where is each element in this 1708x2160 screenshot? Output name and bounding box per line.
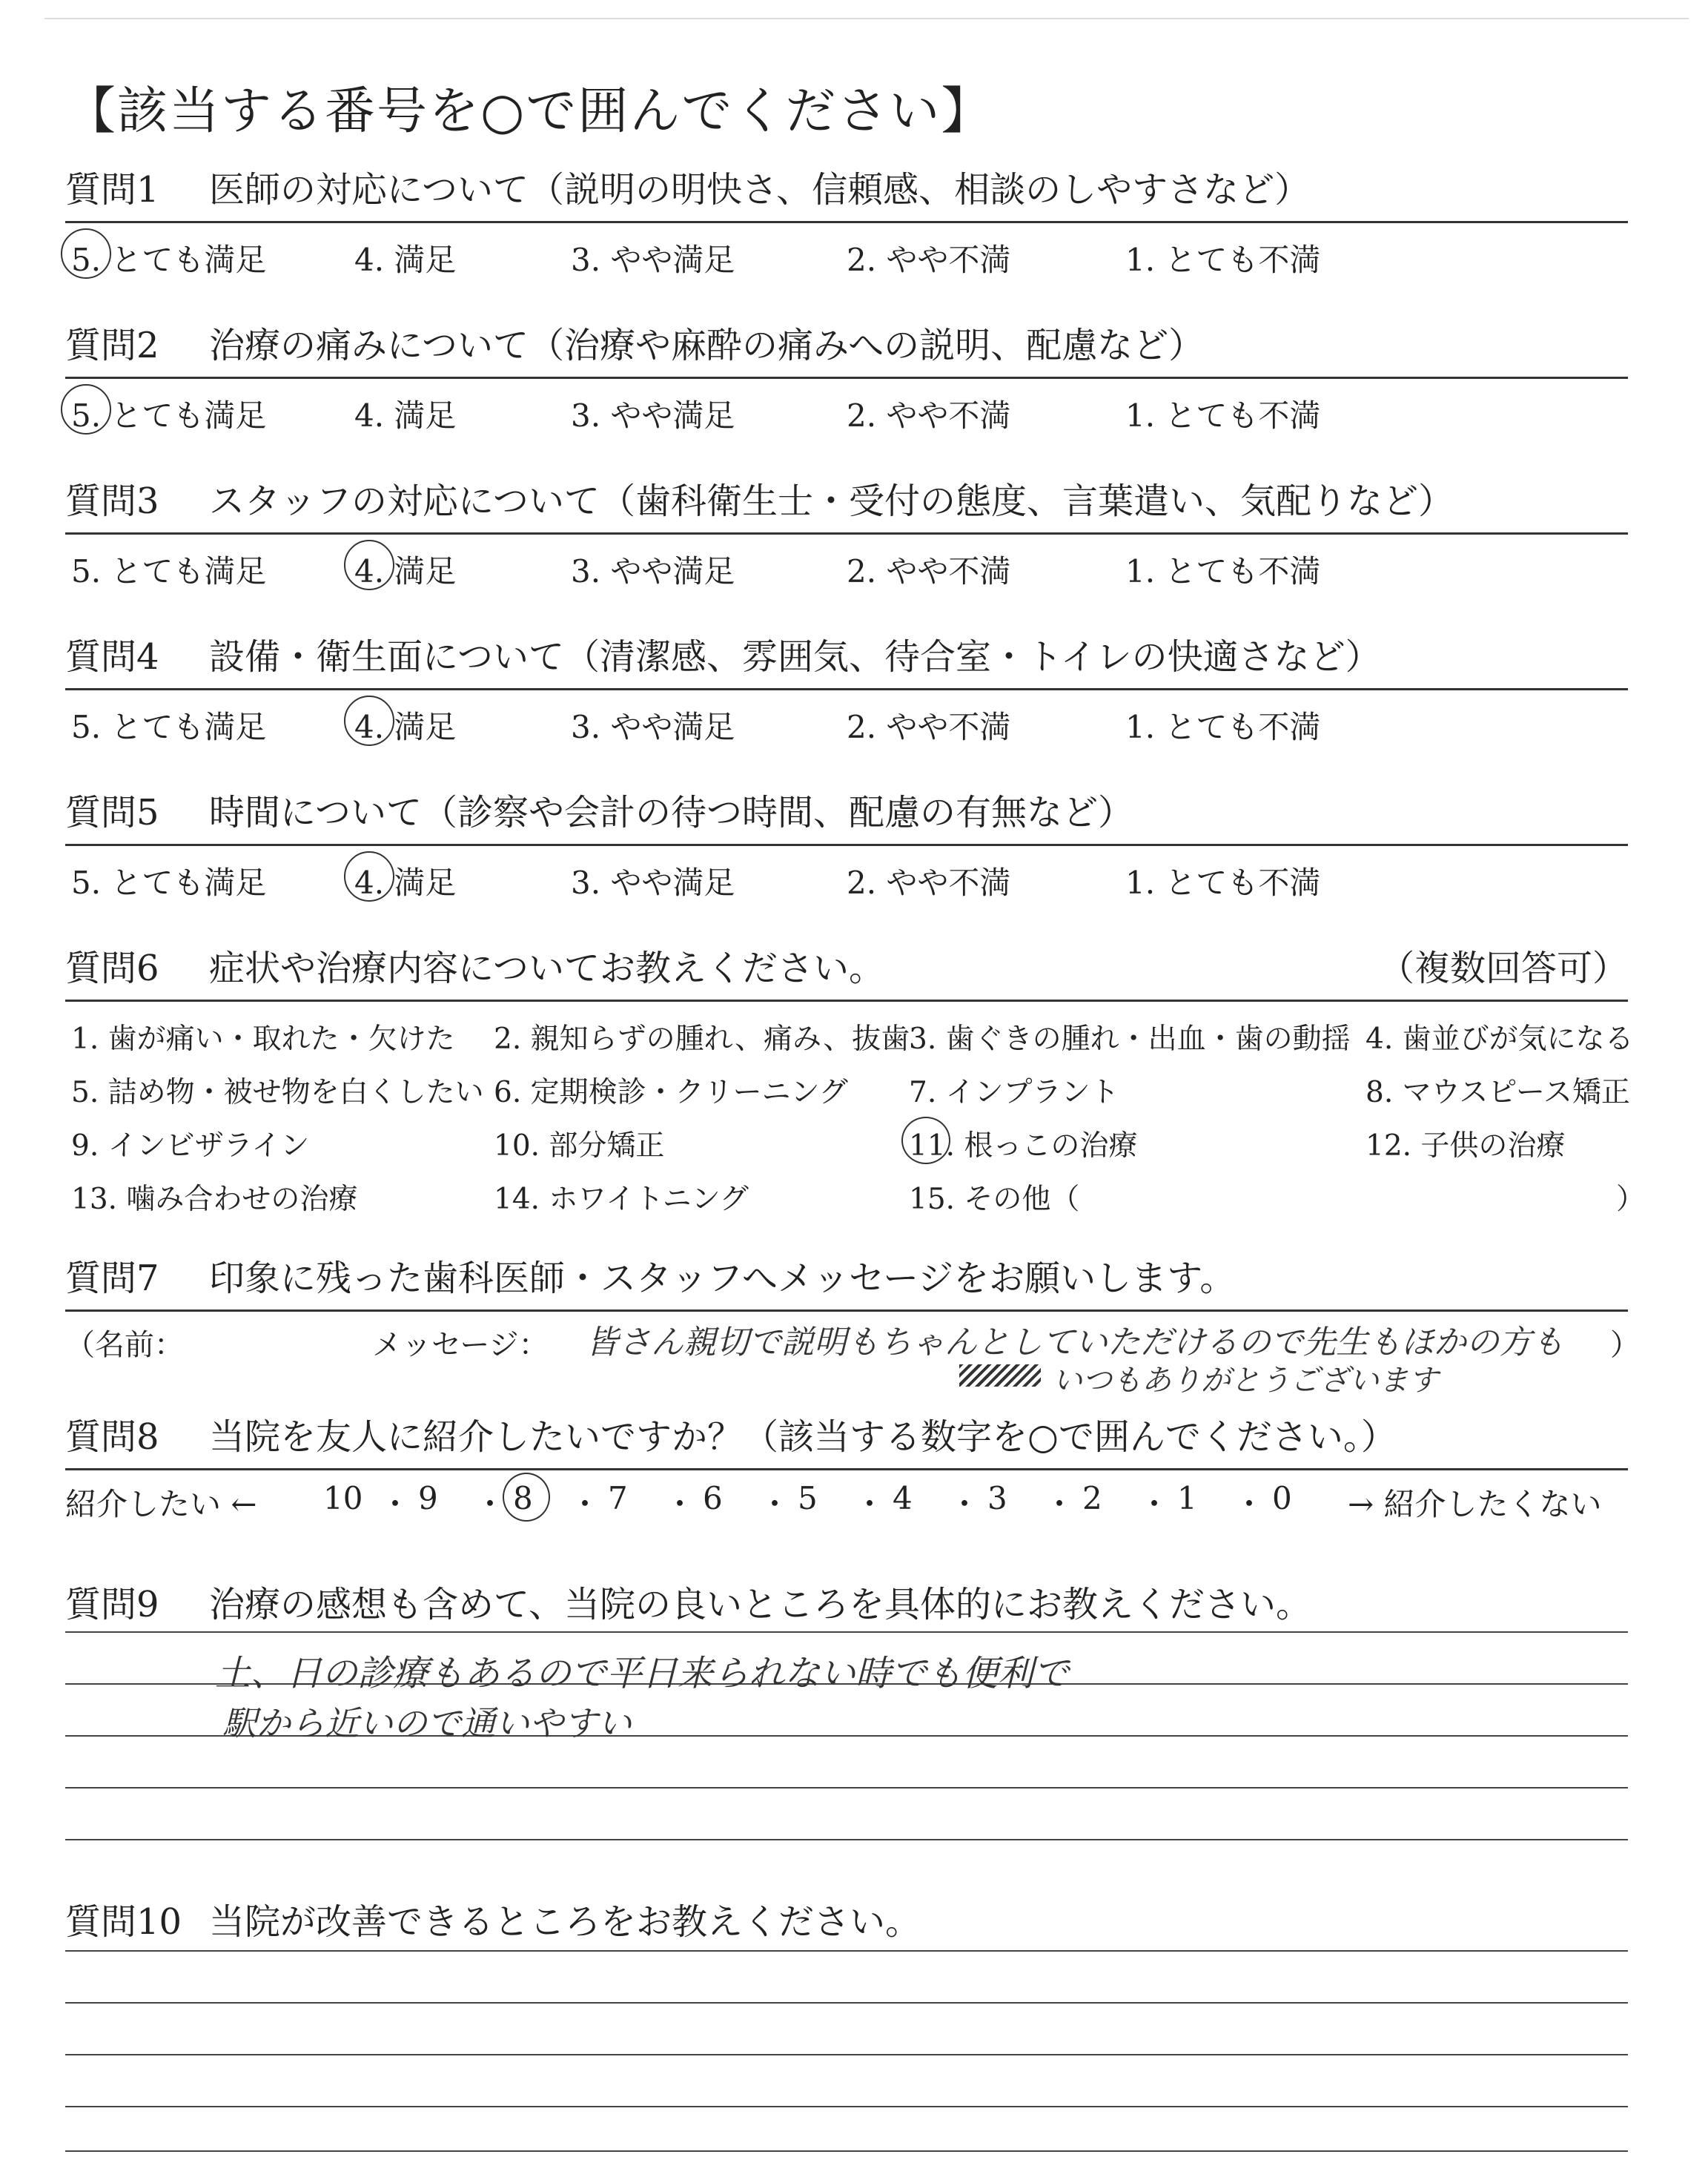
scale-separator: ・ (1234, 1486, 1265, 1522)
question-rule (65, 1000, 1628, 1002)
rating-option[interactable]: 5. とても満足 (71, 397, 267, 434)
message-label: メッセージ： (372, 1328, 549, 1362)
question-rule (65, 377, 1628, 379)
top-border (44, 18, 1689, 19)
scale-number[interactable]: 1 (1177, 1480, 1197, 1516)
answer-line (65, 1631, 1628, 1633)
scale-number[interactable]: 8 (513, 1480, 533, 1516)
scale-separator: ・ (949, 1486, 981, 1522)
rating-option[interactable]: 2. やや不満 (847, 242, 1011, 278)
rating-option[interactable]: 1. とても不満 (1125, 242, 1321, 278)
question-text: 症状や治療内容についてお教えください。 (209, 948, 885, 989)
question-7 (65, 1258, 1236, 1299)
symptom-option[interactable]: 8. マウスピース矯正 (1366, 1076, 1630, 1109)
question-rule (65, 532, 1628, 535)
scale-separator: ・ (1044, 1486, 1076, 1522)
question-number: 質問7 (65, 1258, 159, 1299)
question-number: 質問8 (65, 1416, 159, 1458)
scale-separator: ・ (1139, 1486, 1171, 1522)
question-number: 質問5 (65, 792, 159, 833)
scale-separator: ・ (664, 1486, 696, 1522)
question-text: 設備・衛生面について（清潔感、雰囲気、待合室・トイレの快適さなど） (209, 636, 1381, 678)
answer-line (65, 2002, 1628, 2004)
question-8 (65, 1416, 1397, 1458)
scale-right-label: → 紹介したくない (1348, 1486, 1602, 1522)
question-4 (65, 636, 1381, 678)
answer-line (65, 1839, 1628, 1840)
selection-circle (61, 384, 111, 435)
question-number: 質問10 (65, 1901, 182, 1943)
question-number: 質問3 (65, 480, 159, 522)
question-3 (65, 480, 1454, 522)
rating-option[interactable]: 2. やや不満 (847, 865, 1011, 901)
scale-left-label: 紹介したい ← (65, 1486, 257, 1522)
symptom-option[interactable]: 13. 噛み合わせの治療 (71, 1183, 358, 1216)
handwritten-answer-line1: 土、日の診療もあるので平日来られない時でも便利で (215, 1653, 1070, 1694)
selection-circle (503, 1473, 550, 1522)
symptom-option[interactable]: 15. その他（ (909, 1183, 1080, 1216)
question-rule (65, 688, 1628, 690)
answer-line (65, 2150, 1628, 2152)
handwritten-message-line2: いつもありがとうございます (1053, 1364, 1438, 1398)
rating-option[interactable]: 5. とても満足 (71, 242, 267, 278)
rating-option[interactable]: 3. やや満足 (571, 709, 735, 745)
symptom-option[interactable]: 9. インビザライン (71, 1129, 310, 1163)
symptom-option[interactable]: 4. 歯並びが気になる (1366, 1023, 1634, 1056)
rating-option[interactable]: 1. とても不満 (1125, 397, 1321, 434)
symptom-option[interactable]: 12. 子供の治療 (1366, 1129, 1566, 1163)
scale-number[interactable]: 0 (1272, 1480, 1292, 1516)
symptom-option[interactable]: 5. 詰め物・被せ物を白くしたい (71, 1076, 484, 1109)
rating-option[interactable]: 3. やや満足 (571, 397, 735, 434)
selection-circle (344, 540, 394, 590)
question-number: 質問9 (65, 1584, 159, 1625)
question-9 (65, 1584, 1312, 1625)
answer-line (65, 1787, 1628, 1789)
symptom-option[interactable]: 1. 歯が痛い・取れた・欠けた (71, 1023, 455, 1056)
scale-number[interactable]: 7 (608, 1480, 628, 1516)
question-number: 質問6 (65, 948, 159, 989)
question-10 (65, 1901, 921, 1943)
name-label: （名前： (65, 1328, 184, 1362)
scale-number[interactable]: 2 (1082, 1480, 1102, 1516)
question-2 (65, 325, 1205, 366)
question-number: 質問2 (65, 325, 159, 366)
question-rule (65, 1309, 1628, 1312)
answer-line (65, 2106, 1628, 2107)
scale-separator: ・ (380, 1486, 411, 1522)
question-text: スタッフの対応について（歯科衛生士・受付の態度、言葉遣い、気配りなど） (209, 480, 1454, 522)
scale-separator: ・ (759, 1486, 791, 1522)
scale-separator: ・ (474, 1486, 506, 1522)
rating-option[interactable]: 2. やや不満 (847, 553, 1011, 589)
rating-option[interactable]: 1. とても不満 (1125, 709, 1321, 745)
symptom-option[interactable]: 2. 親知らずの腫れ、痛み、抜歯 (494, 1023, 910, 1056)
rating-option[interactable]: 5. とても満足 (71, 865, 267, 901)
question-rule (65, 1468, 1628, 1470)
symptom-option[interactable]: 11. 根っこの治療 (909, 1129, 1138, 1163)
rating-option[interactable]: 3. やや満足 (571, 865, 735, 901)
page-header: 【該当する番号を○で囲んでください】 (65, 82, 993, 141)
rating-option[interactable]: 2. やや不満 (847, 397, 1011, 434)
symptom-option[interactable]: 14. ホワイトニング (494, 1183, 749, 1216)
question-text: 当院が改善できるところをお教えください。 (209, 1901, 921, 1943)
symptom-option[interactable]: 10. 部分矯正 (494, 1129, 665, 1163)
question-text: 印象に残った歯科医師・スタッフへメッセージをお願いします。 (209, 1258, 1236, 1299)
scale-separator: ・ (569, 1486, 601, 1522)
symptom-option[interactable]: 7. インプラント (909, 1076, 1119, 1109)
answer-line (65, 2054, 1628, 2055)
other-close-paren: ） (1616, 1183, 1646, 1216)
answer-line (65, 1950, 1628, 1952)
rating-option[interactable]: 3. やや満足 (571, 553, 735, 589)
scale-number[interactable]: 9 (418, 1480, 438, 1516)
rating-option[interactable]: 4. 満足 (354, 397, 457, 434)
rating-option[interactable]: 2. やや不満 (847, 709, 1011, 745)
scale-number[interactable]: 3 (987, 1480, 1007, 1516)
selection-circle (61, 228, 111, 279)
symptom-option[interactable]: 3. 歯ぐきの腫れ・出血・歯の動揺 (909, 1023, 1351, 1056)
scale-number[interactable]: 5 (798, 1480, 818, 1516)
question-text: 治療の感想も含めて、当院の良いところを具体的にお教えください。 (209, 1584, 1312, 1625)
rating-option[interactable]: 4. 満足 (354, 553, 457, 589)
rating-option[interactable]: 4. 満足 (354, 865, 457, 901)
question-number: 質問1 (65, 169, 159, 211)
symptom-option[interactable]: 6. 定期検診・クリーニング (494, 1076, 848, 1109)
question-number: 質問4 (65, 636, 159, 678)
question-text: 当院を友人に紹介したいですか？（該当する数字を○で囲んでください。） (209, 1416, 1397, 1458)
scale-separator: ・ (854, 1486, 886, 1522)
question-text: 時間について（診察や会計の待つ時間、配慮の有無など） (209, 792, 1134, 833)
selection-circle (344, 696, 394, 746)
handwritten-message-line1: 皆さん親切で説明もちゃんとしていただけるので先生もほかの方も (586, 1324, 1564, 1361)
question-5 (65, 792, 1134, 833)
message-close-paren: ） (1610, 1328, 1640, 1362)
selection-circle (901, 1117, 950, 1164)
rating-option[interactable]: 4. 満足 (354, 242, 457, 278)
rating-option[interactable]: 1. とても不満 (1125, 865, 1321, 901)
rating-option[interactable]: 3. やや満足 (571, 242, 735, 278)
question-text: 治療の痛みについて（治療や麻酔の痛みへの説明、配慮など） (209, 325, 1205, 366)
question-text: 医師の対応について（説明の明快さ、信頼感、相談のしやすさなど） (209, 169, 1311, 211)
rating-option[interactable]: 5. とても満足 (71, 553, 267, 589)
selection-circle (344, 851, 394, 902)
scribbled-out-text (959, 1364, 1041, 1387)
rating-option[interactable]: 1. とても不満 (1125, 553, 1321, 589)
handwritten-answer-line2: 駅から近いので通いやすい (222, 1703, 632, 1743)
question-6 (65, 948, 1628, 989)
scale-number[interactable]: 6 (703, 1480, 723, 1516)
multiple-answers-note: （複数回答可） (1378, 948, 1628, 989)
scale-number[interactable]: 10 (323, 1480, 363, 1516)
question-1 (65, 169, 1311, 211)
rating-option[interactable]: 5. とても満足 (71, 709, 267, 745)
question-rule (65, 221, 1628, 223)
scale-number[interactable]: 4 (893, 1480, 913, 1516)
rating-option[interactable]: 4. 満足 (354, 709, 457, 745)
question-rule (65, 844, 1628, 846)
